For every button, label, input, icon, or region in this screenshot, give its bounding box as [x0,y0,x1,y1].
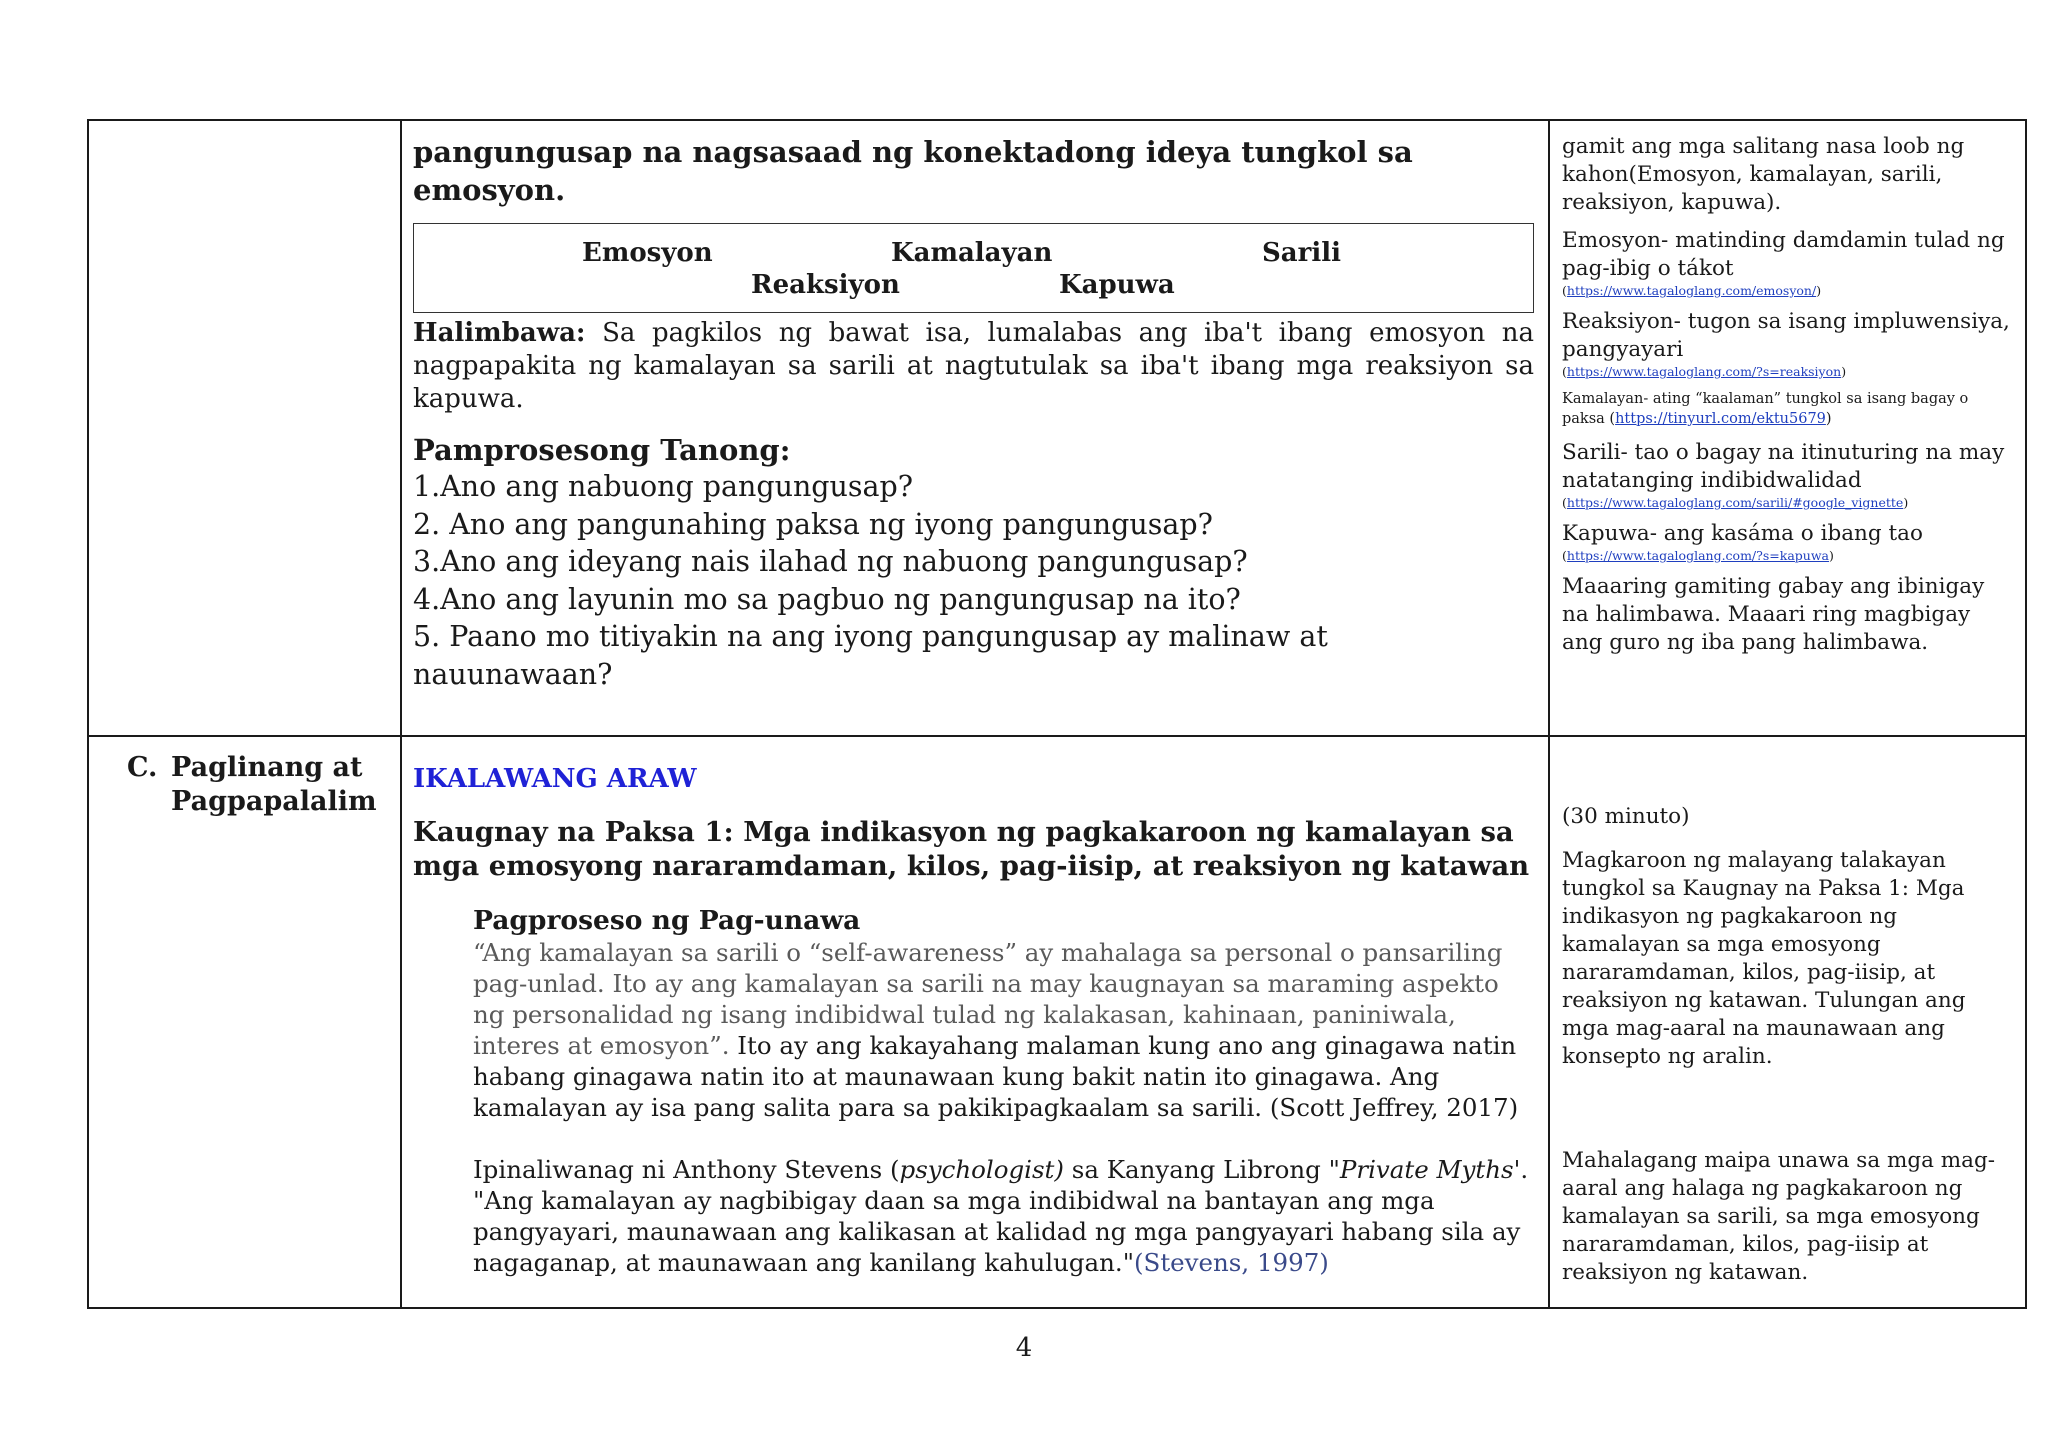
time-note: (30 minuto) [1562,804,1690,829]
example-text: Sa pagkilos ng bawat isa, lumalabas ang iba't ibang emosyon na nagpapakita ng kamalayan sa sarili at nagtutulak sa iba't ibang mga reaksiyon sa kapuwa. [413,318,1534,414]
definition-reaksiyon [1562,308,2013,379]
definition-text: Sarili- tao o bagay na itinuturing na may natatanging indibidwalidad [1562,440,2005,493]
section-label-cell [88,736,401,1308]
section-letter: C. [127,752,158,783]
reference-link: (https://www.tagaloglang.com/?s=reaksiyon) [1562,364,1847,379]
definition-kamalayan: Kamalayan- ating “kaalaman” tungkol sa isang bagay o paksa (https://tinyurl.com/ektu5679) [1562,391,1969,427]
page-number: 4 [1015,1333,1033,1363]
paragraph-1 [473,937,1534,1123]
paragraph-text: Ito ay ang kakayahang malaman kung ano ang ginagawa natin habang ginagawa natin ito at maunawaan kung bakit natin ito ginagawa. Ang kamalayan ay isa pang salita para sa pakikipagkaalam sa sarili. (Scott Jeffrey, 2017) [473,1031,1519,1122]
table-row [88,120,2026,736]
definition-text: Reaksiyon- tugon sa isang impluwensiya, pangyayari [1562,309,2010,362]
list-item: 4.Ano ang layunin mo sa pagbuo ng pangungusap na ito? [413,582,1241,616]
paragraph-2 [473,1154,1534,1278]
list-item: 2. Ano ang pangunahing paksa ng iyong pangungusap? [413,507,1213,541]
list-item: 5. Paano mo titiyakin na ang iyong pangungusap ay malinaw at nauunawaan? [413,620,1328,691]
questions-heading: Pamprosesong Tanong: [413,433,791,467]
kamalayan-link[interactable]: https://tinyurl.com/ektu5679 [1615,411,1826,427]
citation: (Stevens, 1997) [1133,1248,1329,1277]
text-run: Ipinaliwanag ni Anthony Stevens ( [473,1155,900,1184]
day-heading: IKALAWANG ARAW [413,764,697,794]
emosyon-link[interactable]: https://www.tagaloglang.com/emosyon/ [1566,283,1817,298]
word-sarili: Sarili [1262,238,1341,268]
book-title: "Private Myths' [1328,1155,1521,1184]
sarili-link[interactable]: https://www.tagaloglang.com/sarili/#google_vignette [1566,495,1904,510]
empty-label-cell [88,120,401,736]
processing-section [413,905,1534,1278]
table-row [88,736,2026,1308]
definition-text: Kamalayan- ating “kaalaman” tungkol sa isang bagay o paksa [1562,391,1969,427]
word-emosyon: Emosyon [582,238,713,268]
spacer [1562,1081,2013,1147]
discussion-note: Magkaroon ng malayang talakayan tungkol sa Kaugnay na Paksa 1: Mga indikasyon ng pagkakaroon ng kamalayan sa mga emosyong nararamdaman, kilos, pag-iisip, at reaksiyon ng katawan. Tulungan ang mga mag-aaral na maunawaan ang konsepto ng aralin. [1562,848,1966,1069]
notes-intro: gamit ang mga salitang nasa loob ng kahon(Emosyon, kamalayan, sarili, reaksiyon, kapuwa). [1562,134,1965,215]
reference-link: (https://www.tagaloglang.com/sarili/#google_vignette) [1562,495,1909,510]
word-kapuwa: Kapuwa [1059,270,1175,300]
word-box [413,223,1534,313]
definition-kapuwa [1562,520,2013,563]
reference-link: (https://www.tagaloglang.com/emosyon/) [1562,283,1822,298]
topic-heading: Kaugnay na Paksa 1: Mga indikasyon ng pagkakaroon ng kamalayan sa mga emosyong nararamdaman, kilos, pag-iisip, at reaksiyon ng katawan [413,816,1530,882]
list-item: 3.Ano ang ideyang nais ilahad ng nabuong pangungusap? [413,545,1248,578]
quote-text: “Ang kamalayan sa sarili o “self-awareness” ay mahalaga sa personal o pansariling pag-unlad. Ito ay ang kamalayan sa sarili na may kaugnayan sa maraming aspekto ng personalidad ng isang indibidwal tulad ng kalakasan, kahinaan, paniniwala, interes at emosyon”. [473,938,1503,1060]
kapuwa-link[interactable]: https://www.tagaloglang.com/?s=kapuwa [1566,548,1829,563]
spacer [473,1123,1534,1154]
example-paragraph [413,317,1534,416]
definition-sarili [1562,439,2013,510]
activity-cell [401,736,1549,1308]
text-run-italic: psychologist) [899,1155,1064,1184]
section-label [127,751,388,785]
reaksiyon-link[interactable]: https://www.tagaloglang.com/?s=reaksiyon [1566,364,1842,379]
definition-emosyon [1562,227,2013,298]
sub-heading: Pagproseso ng Pag-unawa [473,905,861,936]
spacer [1562,749,2013,803]
word-kamalayan: Kamalayan [891,238,1053,268]
lesson-plan-table [87,119,2027,1309]
definition-text: Emosyon- matinding damdamin tulad ng pag-ibig o tákot [1562,228,2005,281]
questions-list [413,468,1534,693]
importance-note: Mahalagang maipa unawa sa mga mag-aaral ang halaga ng pagkakaroon ng kamalayan sa sarili, sa mga emosyong nararamdaman, kilos, pag-iisip at reaksiyon ng katawan. [1562,1148,1996,1285]
example-label: Halimbawa: [413,318,586,348]
reference-link: (https://www.tagaloglang.com/?s=kapuwa) [1562,548,1834,563]
definition-text: Kapuwa- ang kasáma o ibang tao [1562,521,1923,546]
word-reaksiyon: Reaksiyon [751,270,900,300]
section-label-line1: Paglinang at [171,752,363,783]
list-item: 1.Ano ang nabuong pangungusap? [413,470,914,503]
text-run: sa Kanyang Librong [1063,1155,1329,1184]
section-label-line2: Pagpapalalim [171,786,377,817]
notes-cell [1549,736,2026,1308]
lead-sentence: pangungusap na nagsasaad ng konektadong ideya tungkol sa emosyon. [413,135,1413,207]
notes-closing: Maaaring gamiting gabay ang ibinigay na halimbawa. Maaari ring magbigay ang guro ng iba pang halimbawa. [1562,574,1985,655]
text-run: . "Ang kamalayan ay nagbibigay daan sa mga indibidwal na bantayan ang mga pangyayari, maunawaan ang kalikasan at kalidad ng mga pangyayari habang sila ay nagaganap, at maunawaan ang kanilang kahulugan." [473,1155,1529,1277]
notes-cell [1549,120,2026,736]
activity-cell [401,120,1549,736]
